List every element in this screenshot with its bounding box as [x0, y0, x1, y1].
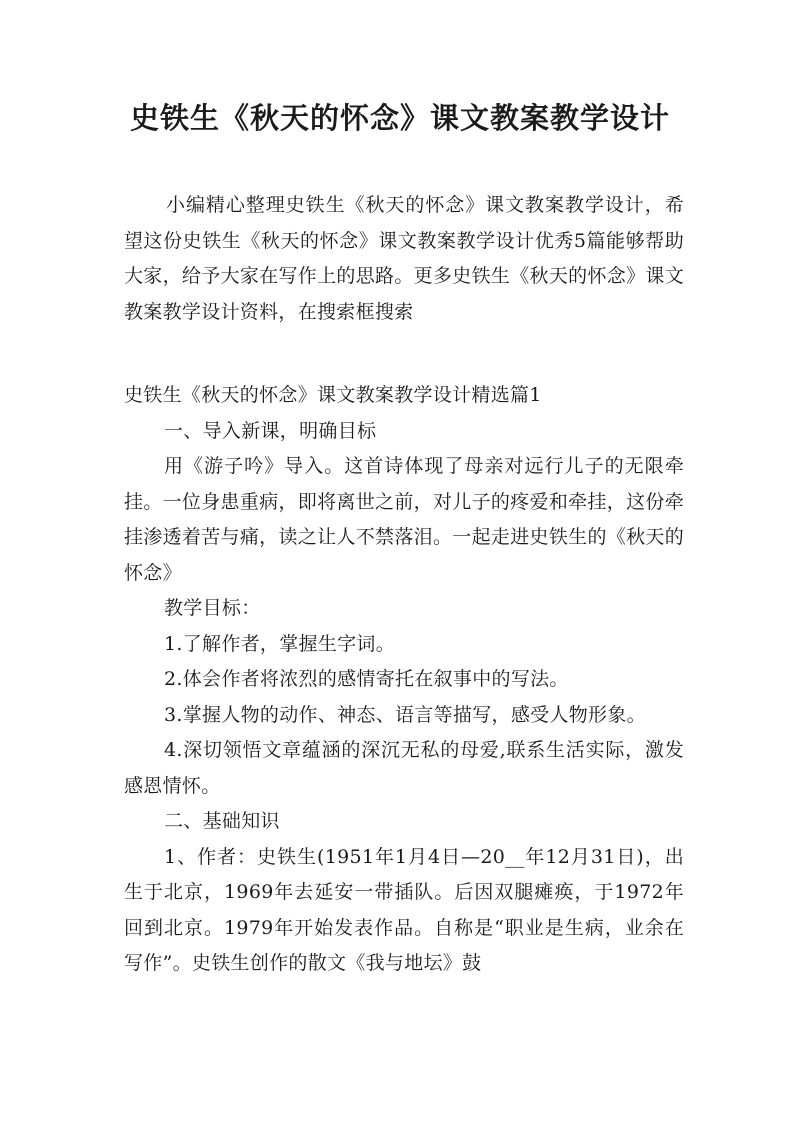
objective-item-2: 2.体会作者将浓烈的感情寄托在叙事中的写法。 — [164, 668, 569, 690]
subheading-import: 一、导入新课，明确目标 — [164, 419, 377, 442]
document-title: 史铁生《秋天的怀念》课文教案教学设计 — [129, 101, 670, 135]
objective-item-3: 3.掌握人物的动作、神态、语言等描写，感受人物形象。 — [164, 703, 646, 726]
article-content — [124, 378, 684, 982]
intro-paragraph: 小编精心整理史铁生《秋天的怀念》课文教案教学设计，希望这份史铁生《秋天的怀念》课文教案教学设计优秀5篇能够帮助大家，给予大家在写作上的思路。更多史铁生《秋天的怀念》课文教案教学设计资料，在搜索框搜索 — [124, 194, 684, 323]
objective-item-4: 4.深切领悟文章蕴涵的深沉无私的母爱,联系生活实际，激发感恩情怀。 — [124, 739, 684, 797]
objective-item-1: 1.了解作者，掌握生字词。 — [164, 632, 396, 655]
subheading-basics: 二、基础知识 — [164, 810, 280, 832]
section-heading: 史铁生《秋天的怀念》课文教案教学设计精选篇1 — [124, 384, 542, 406]
paragraph-author: 1、作者：史铁生(1951年1月4日—20__年12月31日)，出生于北京，1969年去延安一带插队。后因双腿瘫痪，于1972年回到北京。1979年开始发表作品。自称是“职业是生病，业余在写作”。史铁生创作的散文《我与地坛》鼓 — [124, 845, 684, 974]
objectives-label: 教学目标： — [164, 597, 261, 619]
paragraph-import-text: 用《游子吟》导入。这首诗体现了母亲对远行儿子的无限牵挂。一位身患重病，即将离世之前，对儿子的疼爱和牵挂，这份牵挂渗透着苦与痛，读之让人不禁落泪。一起走进史铁生的《秋天的怀念》 — [124, 455, 684, 584]
